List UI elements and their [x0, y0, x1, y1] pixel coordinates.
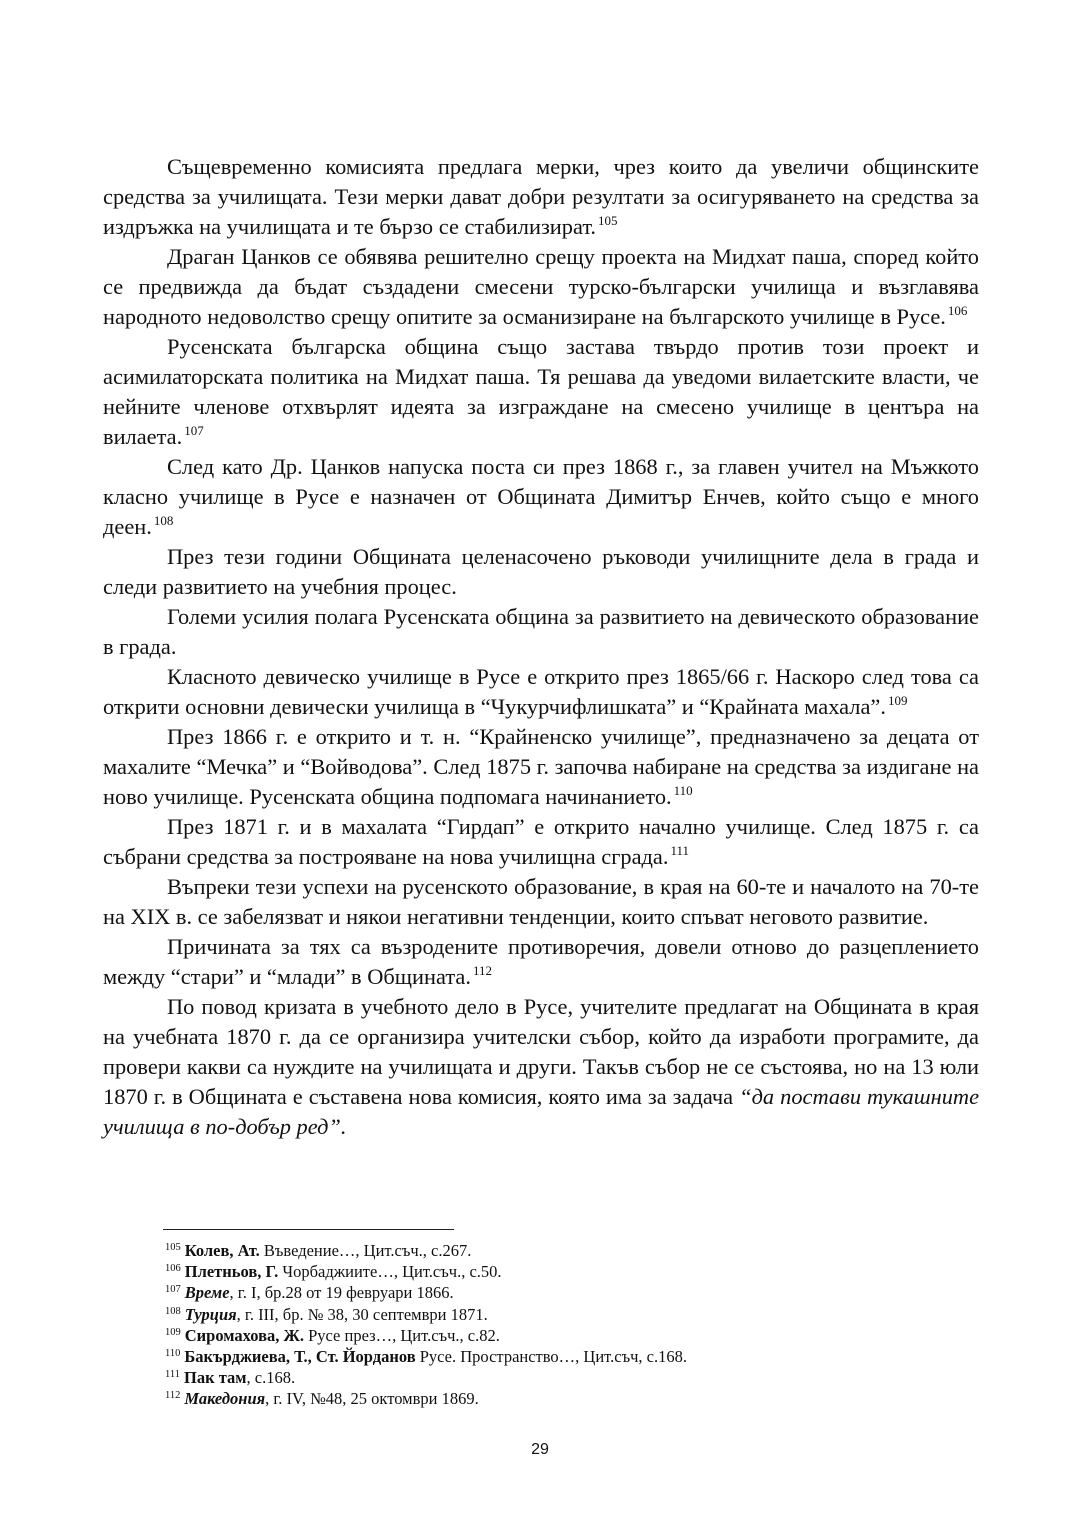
paragraph: През 1871 г. и в махалата “Гирдап” е открито начално училище. След 1875 г. са събрани средства за построяване на нова училищна сграда. $^{111}$ [103, 814, 979, 869]
footnote-ref[interactable]: 106 [947, 303, 968, 318]
paragraph: Въпреки тези успехи на русенското образование, в края на 60-те и началото на 70-те на XIX в. се забелязват и някои негативни тенденции, които спъват неговото развитие. [103, 874, 979, 929]
paragraph: След като Др. Цанков напуска поста си през 1868 г., за главен учител на Мъжкото класно училище в Русе е назначен от Общината Димитър Енчев, който също е много деен. $^{108}$ [103, 454, 979, 539]
footnote-number: 105 [165, 1242, 181, 1253]
footnote-ref[interactable]: 109 [887, 693, 908, 708]
footnote: $^{106}$ Плетньов, Г. Чорбаджиите…, Цит.съч., с.50. [165, 1262, 502, 1282]
footnote-number: 112 [165, 1390, 181, 1402]
footnote-number: 109 [165, 1326, 181, 1338]
footnote-author: Плетньов, Г. [184, 1262, 279, 1282]
footnote-number: 110 [165, 1348, 181, 1360]
footnote-source: Македония [184, 1389, 266, 1409]
footnote-ref[interactable]: 110 [673, 783, 693, 798]
footnote-author: Бакърджиева, Т., Ст. Йорданов [184, 1347, 416, 1367]
footnote-author: Колев, Ат. [184, 1241, 260, 1260]
footnotes [165, 1240, 965, 1410]
footnote-number: 108 [165, 1305, 181, 1317]
footnote: $^{112}$ Македония, г. IV, №48, 25 октомври 1869. [165, 1389, 479, 1409]
paragraph: По повод кризата в учебното дело в Русе, учителите предлагат на Общината в края на учебната 1870 г. да се организира учителски събор, който да изработи програмите, да провери какви са нуждите на училищата и други. Такъв събор не се състоява, но на 13 юли 1870 г. в Общината е съставена нова комисия, която има за задача “да постави тукашните училища в по-добър ред”. [103, 994, 980, 1139]
footnote-number: 111 [165, 1369, 180, 1381]
footnote: $^{109}$ Сиромахова, Ж. Русе през…, Цит.съч., с.82. [165, 1325, 500, 1345]
footnote: $^{110}$ Бакърджиева, Т., Ст. Йорданов Русе. Пространство…, Цит.съч, с.168. [165, 1347, 688, 1367]
paragraph: Същевременно комисията предлага мерки, чрез които да увеличи общинските средства за училищата. Тези мерки дават добри резултати за осигуряването на средства за издръжка на училищата и те бързо се стабилизират. $^{105}$ [103, 154, 979, 239]
footnote-number: 106 [165, 1263, 181, 1275]
footnote-author: Пак там [183, 1368, 247, 1388]
italic-quote: “да постави тукашните училища в по-добър ред”. [103, 1084, 980, 1139]
footnote: $^{107}$ Време, г. I, бр.28 от 19 февруари 1866. [165, 1283, 454, 1303]
footnote: $^{105}$ Колев, Ат. Въведение…, Цит.съч., с.267. [165, 1241, 472, 1260]
body-text [103, 152, 979, 1142]
footnote-number: 107 [165, 1284, 181, 1296]
paragraph: През 1866 г. е открито и т. н. “Крайненско училище”, предназначено за децата от махалите “Мечка” и “Войводова”. След 1875 г. започва набиране на средства за издигане на ново училище. Русенската община подпомага начинанието. $^{110}$ [103, 724, 979, 809]
footnote-ref[interactable]: 112 [472, 963, 492, 978]
paragraph: Русенската българска община също застава твърдо против този проект и асимилаторската политика на Мидхат паша. Тя решава да уведоми вилаетските власти, че нейните членове отхвърлят идеята за изграждане на смесено училище в центъра на вилаета. $^{107}$ [103, 334, 979, 449]
footnote-divider [163, 1229, 454, 1230]
footnote-ref[interactable]: 107 [184, 423, 204, 438]
footnote: $^{108}$ Турция, г. III, бр. № 38, 30 септември 1871. [165, 1304, 488, 1324]
paragraph: Драган Цанков се обявява решително срещу проекта на Мидхат паша, според който се предвижда да бъдат създадени смесени турско-български училища и възглавява народното недоволство срещу опитите за османизиране на българското училище в Русе. $^{106}$ [103, 244, 979, 329]
paragraph: Причината за тях са възродените противоречия, довели отново до разцеплението между “стари” и “млади” в Общината. $^{112}$ [103, 934, 979, 989]
footnote: $^{111}$ Пак там, с.168. [165, 1368, 296, 1388]
footnote-source: Време [184, 1283, 230, 1303]
footnote-source: Турция [184, 1304, 237, 1324]
footnote-ref[interactable]: 105 [598, 213, 618, 228]
footnote-ref[interactable]: 108 [153, 513, 174, 528]
footnote-ref[interactable]: 111 [670, 843, 690, 858]
paragraph: Големи усилия полага Русенската община за развитието на девическото образование в града. [103, 604, 979, 659]
paragraph: През тези години Общината целенасочено ръководи училищните дела в града и следи развитието на учебния процес. [103, 544, 979, 599]
paragraph: Класното девическо училище в Русе е открито през 1865/66 г. Наскоро след това са открити основни девически училища в “Чукурчифлишката” и “Крайната махала”. $^{109}$ [103, 664, 979, 719]
page-number: 29 [531, 1441, 549, 1458]
footnote-author: Сиромахова, Ж. [184, 1325, 304, 1345]
